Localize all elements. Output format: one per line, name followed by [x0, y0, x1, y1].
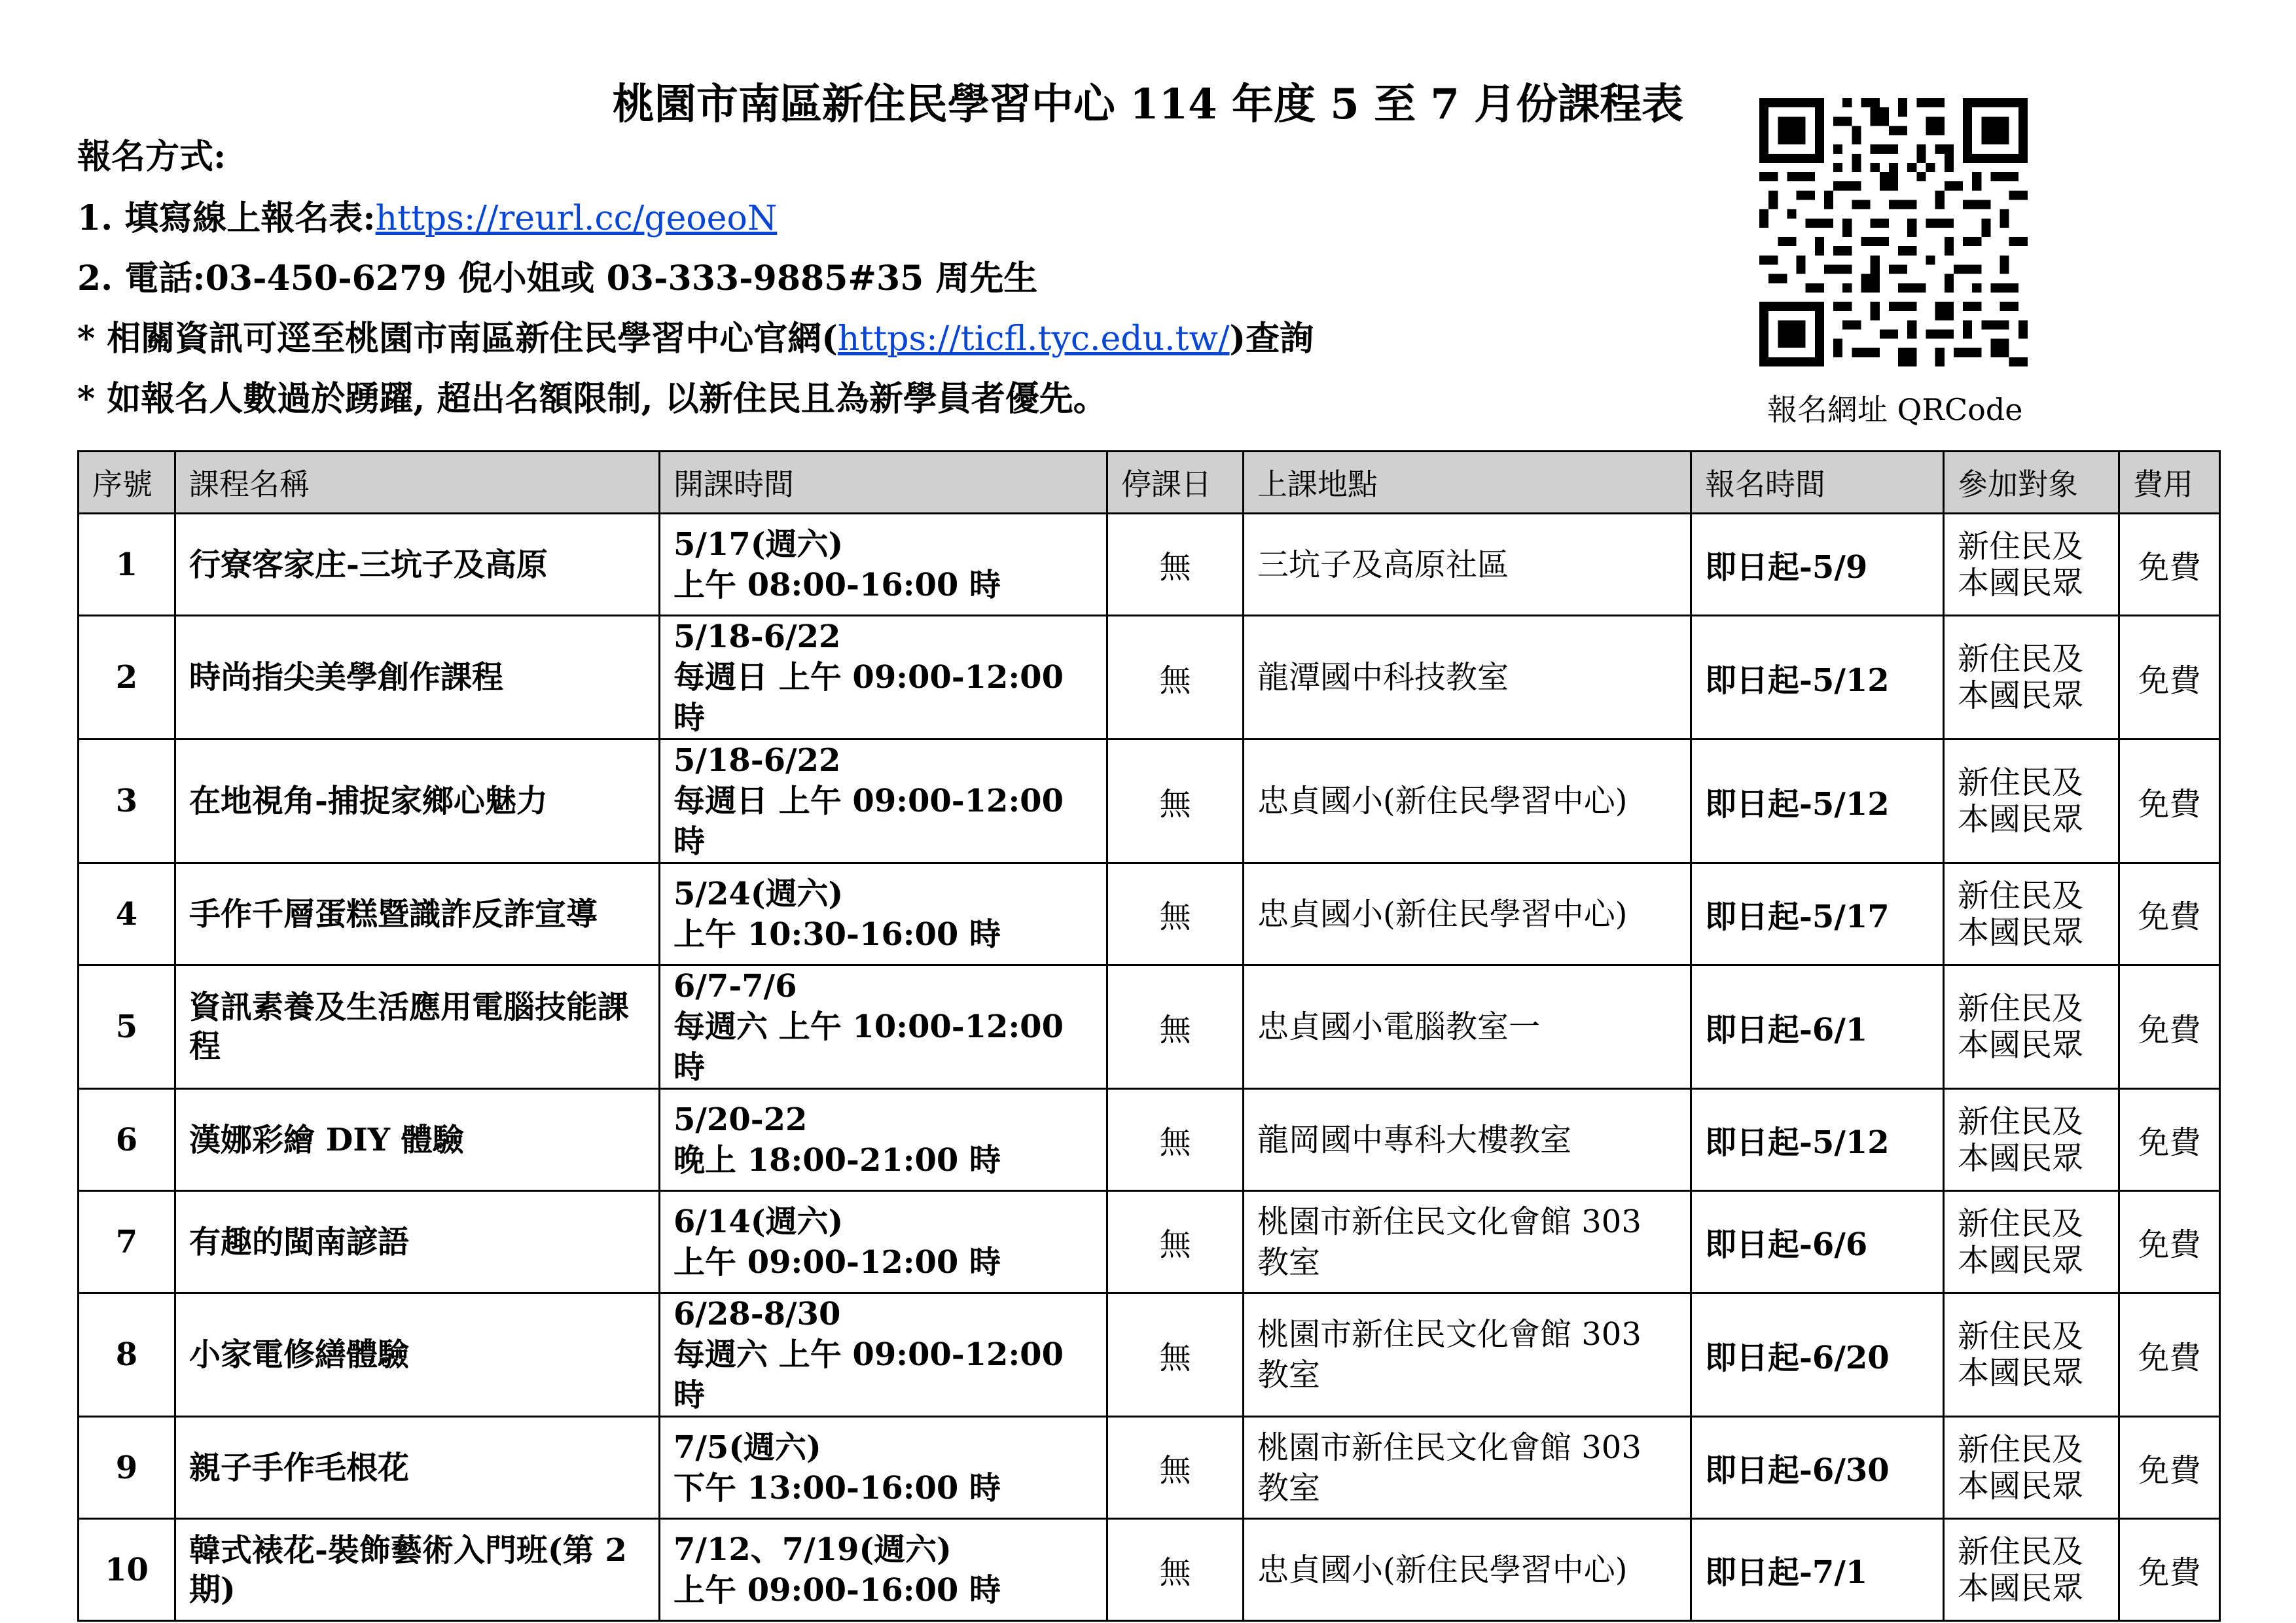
column-header: 課程名稱 — [175, 452, 660, 514]
table-row — [79, 1089, 2220, 1191]
table-row — [79, 965, 2220, 1089]
table-row — [79, 1191, 2220, 1293]
course-fee: 免費 — [2119, 1417, 2220, 1519]
registration-period: 即日起-6/6 — [1691, 1191, 1944, 1293]
target-audience-line: 本國民眾 — [1958, 1467, 2084, 1505]
row-number: 6 — [79, 1089, 175, 1191]
table-row — [79, 1293, 2220, 1417]
suspension-day: 無 — [1107, 1519, 1244, 1621]
column-header: 上課地點 — [1244, 452, 1691, 514]
course-time — [660, 1089, 1107, 1191]
target-audience — [1944, 1089, 2119, 1191]
course-time — [660, 1519, 1107, 1621]
course-time-line: 每週日 上午 09:00-12:00 時 — [673, 659, 1064, 736]
course-time-line: 上午 09:00-12:00 時 — [673, 1243, 1001, 1281]
course-location: 忠貞國小(新住民學習中心) — [1244, 740, 1691, 863]
column-header: 停課日 — [1107, 452, 1244, 514]
column-header: 開課時間 — [660, 452, 1107, 514]
target-audience-line: 新住民及 — [1958, 1103, 2084, 1140]
course-name: 小家電修繕體驗 — [175, 1293, 660, 1417]
suspension-day: 無 — [1107, 616, 1244, 740]
target-audience-line: 本國民眾 — [1958, 801, 2084, 838]
course-time-line: 6/7-7/6 — [673, 968, 797, 1005]
registration-period: 即日起-6/30 — [1691, 1417, 1944, 1519]
registration-period: 即日起-6/1 — [1691, 965, 1944, 1089]
course-location: 忠貞國小電腦教室一 — [1244, 965, 1691, 1089]
registration-line-2: 2. 電話:03-450-6279 倪小姐或 03-333-9885#35 周先生 — [77, 259, 1038, 298]
course-fee: 免費 — [2119, 740, 2220, 863]
course-time-line: 晚上 18:00-21:00 時 — [673, 1141, 1001, 1179]
course-location: 龍岡國中專科大樓教室 — [1244, 1089, 1691, 1191]
course-name: 有趣的閩南諺語 — [175, 1191, 660, 1293]
target-audience-line: 新住民及 — [1958, 1431, 2084, 1468]
registration-heading: 報名方式: — [77, 137, 226, 177]
target-audience-line: 新住民及 — [1958, 1533, 2084, 1570]
info-line-4: * 如報名人數過於踴躍, 超出名額限制, 以新住民且為新學員者優先。 — [77, 379, 1107, 419]
course-location: 桃園市新住民文化會館 303 教室 — [1244, 1417, 1691, 1519]
course-fee: 免費 — [2119, 1089, 2220, 1191]
course-time — [660, 1417, 1107, 1519]
course-fee: 免費 — [2119, 514, 2220, 616]
registration-period: 即日起-6/20 — [1691, 1293, 1944, 1417]
course-name: 時尚指尖美學創作課程 — [175, 616, 660, 740]
registration-period: 即日起-5/9 — [1691, 514, 1944, 616]
target-audience — [1944, 514, 2119, 616]
row-number: 9 — [79, 1417, 175, 1519]
course-time-line: 7/5(週六) — [673, 1429, 821, 1466]
course-time — [660, 863, 1107, 965]
suspension-day: 無 — [1107, 965, 1244, 1089]
target-audience-line: 本國民眾 — [1958, 677, 2084, 714]
row-number: 7 — [79, 1191, 175, 1293]
column-header: 序號 — [79, 452, 175, 514]
course-location: 桃園市新住民文化會館 303 教室 — [1244, 1293, 1691, 1417]
course-time-line: 下午 13:00-16:00 時 — [673, 1469, 1001, 1507]
suspension-day: 無 — [1107, 514, 1244, 616]
course-time — [660, 1293, 1107, 1417]
course-time-line: 每週六 上午 10:00-12:00 時 — [673, 1008, 1064, 1086]
suspension-day: 無 — [1107, 740, 1244, 863]
course-time-line: 5/18-6/22 — [673, 742, 841, 779]
target-audience-line: 新住民及 — [1958, 1205, 2084, 1242]
course-time — [660, 965, 1107, 1089]
target-audience — [1944, 1519, 2119, 1621]
course-time-line: 6/28-8/30 — [673, 1296, 841, 1332]
table-body — [79, 514, 2220, 1621]
course-name: 親子手作毛根花 — [175, 1417, 660, 1519]
info-line-3 — [77, 318, 1314, 360]
row-number: 1 — [79, 514, 175, 616]
table-header-row — [79, 452, 2220, 514]
course-time-line: 上午 10:30-16:00 時 — [673, 916, 1001, 953]
course-name: 手作千層蛋糕暨識詐反詐宣導 — [175, 863, 660, 965]
suspension-day: 無 — [1107, 1089, 1244, 1191]
course-time-line: 5/17(週六) — [673, 526, 844, 563]
course-time-line: 5/24(週六) — [673, 875, 844, 912]
table-row — [79, 514, 2220, 616]
registration-form-link[interactable]: https://reurl.cc/geoeoN — [375, 199, 778, 238]
course-name: 韓式裱花-裝飾藝術入門班(第 2 期) — [175, 1519, 660, 1621]
course-time — [660, 514, 1107, 616]
table-row — [79, 863, 2220, 965]
registration-line-1 — [77, 198, 777, 240]
suspension-day: 無 — [1107, 1191, 1244, 1293]
column-header: 參加對象 — [1944, 452, 2119, 514]
course-time-line: 上午 09:00-16:00 時 — [673, 1571, 1001, 1609]
course-time-line: 上午 08:00-16:00 時 — [673, 566, 1001, 603]
course-name: 行寮客家庄-三坑子及高原 — [175, 514, 660, 616]
registration-period: 即日起-5/17 — [1691, 863, 1944, 965]
course-time-line: 7/12、7/19(週六) — [673, 1531, 952, 1568]
course-location: 桃園市新住民文化會館 303 教室 — [1244, 1191, 1691, 1293]
table-row — [79, 1417, 2220, 1519]
page-title: 桃園市南區新住民學習中心 114 年度 5 至 7 月份課程表 — [612, 80, 1684, 129]
course-time — [660, 740, 1107, 863]
suspension-day: 無 — [1107, 863, 1244, 965]
target-audience-line: 本國民眾 — [1958, 914, 2084, 951]
target-audience — [1944, 1191, 2119, 1293]
column-header: 費用 — [2119, 452, 2220, 514]
target-audience-line: 本國民眾 — [1958, 1569, 2084, 1607]
line1-prefix: 1. 填寫線上報名表: — [77, 198, 376, 238]
suspension-day: 無 — [1107, 1293, 1244, 1417]
course-fee: 免費 — [2119, 965, 2220, 1089]
target-audience-line: 新住民及 — [1958, 527, 2084, 565]
course-time-line: 每週日 上午 09:00-12:00 時 — [673, 783, 1064, 860]
course-fee: 免費 — [2119, 863, 2220, 965]
course-fee: 免費 — [2119, 1191, 2220, 1293]
row-number: 4 — [79, 863, 175, 965]
line3-prefix: * 相關資訊可逕至桃園市南區新住民學習中心官網( — [77, 319, 838, 359]
course-time-line: 每週六 上午 09:00-12:00 時 — [673, 1336, 1064, 1414]
course-fee: 免費 — [2119, 616, 2220, 740]
course-location: 龍潭國中科技教室 — [1244, 616, 1691, 740]
target-audience — [1944, 863, 2119, 965]
target-audience — [1944, 616, 2119, 740]
table-row — [79, 1519, 2220, 1621]
course-time-line: 6/14(週六) — [673, 1203, 844, 1240]
target-audience-line: 新住民及 — [1958, 764, 2084, 801]
registration-period: 即日起-5/12 — [1691, 616, 1944, 740]
course-location: 忠貞國小(新住民學習中心) — [1244, 1519, 1691, 1621]
course-location: 忠貞國小(新住民學習中心) — [1244, 863, 1691, 965]
course-fee: 免費 — [2119, 1519, 2220, 1621]
course-name: 在地視角-捕捉家鄉心魅力 — [175, 740, 660, 863]
registration-period: 即日起-7/1 — [1691, 1519, 1944, 1621]
course-name: 資訊素養及生活應用電腦技能課程 — [175, 965, 660, 1089]
table-row — [79, 616, 2220, 740]
column-header: 報名時間 — [1691, 452, 1944, 514]
course-time — [660, 616, 1107, 740]
course-name: 漢娜彩繪 DIY 體驗 — [175, 1089, 660, 1191]
qr-code-icon[interactable] — [1759, 98, 2028, 366]
row-number: 5 — [79, 965, 175, 1089]
course-time-line: 5/18-6/22 — [673, 618, 841, 655]
target-audience — [1944, 740, 2119, 863]
row-number: 10 — [79, 1519, 175, 1621]
row-number: 2 — [79, 616, 175, 740]
registration-period: 即日起-5/12 — [1691, 1089, 1944, 1191]
target-audience-line: 本國民眾 — [1958, 1241, 2084, 1279]
target-audience — [1944, 1417, 2119, 1519]
registration-period: 即日起-5/12 — [1691, 740, 1944, 863]
suspension-day: 無 — [1107, 1417, 1244, 1519]
target-audience-line: 本國民眾 — [1958, 564, 2084, 601]
course-location: 三坑子及高原社區 — [1244, 514, 1691, 616]
target-audience — [1944, 1293, 2119, 1417]
course-time-line: 5/20-22 — [673, 1101, 808, 1138]
target-audience-line: 本國民眾 — [1958, 1027, 2084, 1063]
course-fee: 免費 — [2119, 1293, 2220, 1417]
target-audience-line: 新住民及 — [1958, 641, 2084, 677]
qr-caption: 報名網址 QRCode — [1767, 392, 2023, 427]
course-time — [660, 1191, 1107, 1293]
target-audience-line: 本國民眾 — [1958, 1355, 2084, 1391]
target-audience-line: 新住民及 — [1958, 1318, 2084, 1355]
target-audience-line: 新住民及 — [1958, 990, 2084, 1027]
course-table — [77, 450, 2221, 1622]
official-site-link[interactable]: https://ticfl.tyc.edu.tw/ — [837, 319, 1230, 359]
row-number: 8 — [79, 1293, 175, 1417]
row-number: 3 — [79, 740, 175, 863]
table-row — [79, 740, 2220, 863]
target-audience-line: 本國民眾 — [1958, 1139, 2084, 1177]
line3-suffix: )查詢 — [1229, 319, 1314, 359]
target-audience — [1944, 965, 2119, 1089]
target-audience-line: 新住民及 — [1958, 877, 2084, 914]
